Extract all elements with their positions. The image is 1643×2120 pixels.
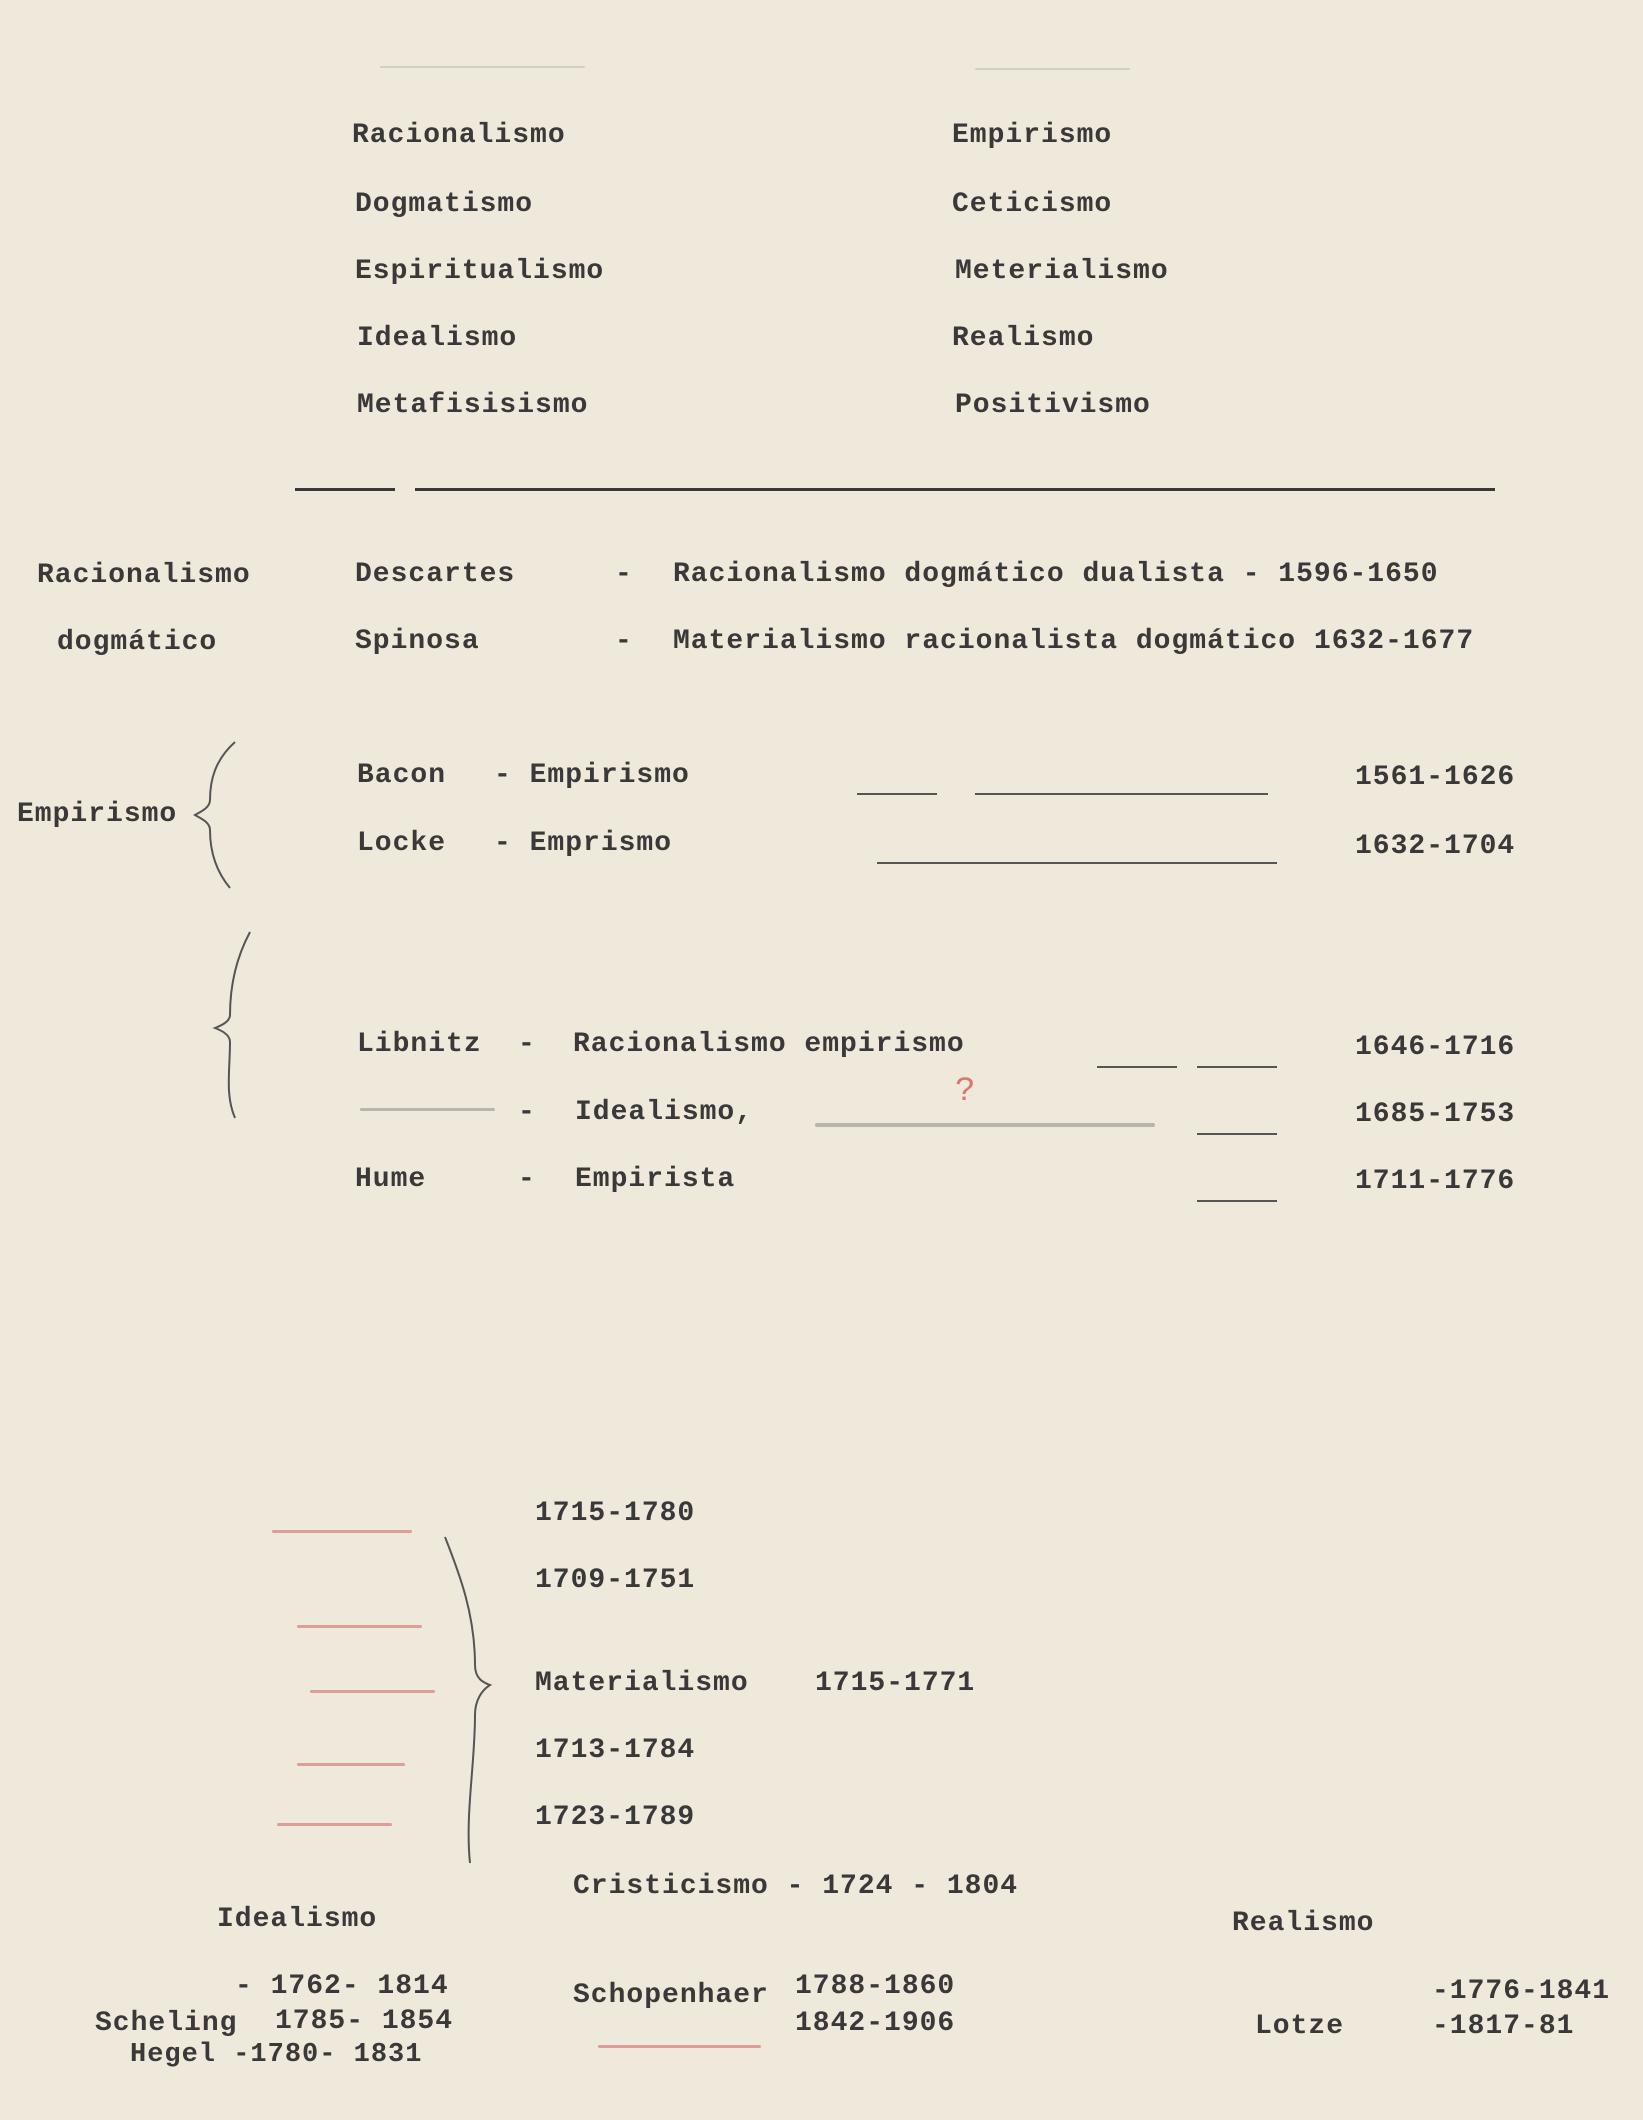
second-dates-idealismo: 1685-1753 bbox=[1355, 1099, 1516, 1130]
second-dash-hume: - bbox=[518, 1164, 536, 1195]
empirismo-brace-icon bbox=[190, 740, 240, 890]
empirismo-name-locke: Locke bbox=[357, 828, 447, 859]
second-line-libnitz-1 bbox=[1097, 1066, 1177, 1068]
materialism-date-1: 1715-1780 bbox=[535, 1498, 696, 1529]
idealismo-line3: Hegel -1780- 1831 bbox=[130, 2040, 423, 2070]
materialism-date-3: 1713-1784 bbox=[535, 1735, 696, 1766]
empirismo-line-locke bbox=[877, 862, 1277, 864]
second-line-hume bbox=[1197, 1200, 1277, 1202]
empirismo-name-bacon: Bacon bbox=[357, 760, 447, 791]
schopenhauer-name: Schopenhaer bbox=[573, 1980, 769, 2011]
second-name-libnitz: Libnitz bbox=[357, 1029, 482, 1060]
schopenhauer-dates2: 1842-1906 bbox=[795, 2008, 956, 2039]
dogmatic-name-descartes: Descartes bbox=[355, 559, 516, 590]
second-line-idealismo bbox=[1197, 1133, 1277, 1135]
pair-right-5: Positivismo bbox=[955, 390, 1151, 421]
red-mark-4 bbox=[297, 1763, 405, 1766]
idealismo-line2-dates: 1785- 1854 bbox=[275, 2006, 454, 2037]
empirismo-line-bacon-1 bbox=[857, 793, 937, 795]
red-mark-2 bbox=[297, 1625, 422, 1628]
pair-left-1: Racionalismo bbox=[352, 120, 566, 151]
empirismo-label: Empirismo bbox=[17, 799, 178, 830]
pair-left-5: Metafisisismo bbox=[357, 390, 589, 421]
realismo-heading: Realismo bbox=[1232, 1908, 1375, 1939]
pair-right-1: Empirismo bbox=[952, 120, 1113, 151]
empirismo-desc-bacon: - Empirismo bbox=[494, 760, 690, 791]
red-mark-3 bbox=[310, 1690, 435, 1693]
header-smudge-left bbox=[380, 66, 585, 68]
second-name-hume: Hume bbox=[355, 1164, 427, 1195]
dogmatic-desc-descartes: Racionalismo dogmático dualista - 1596-1650 bbox=[673, 559, 1439, 590]
second-line-libnitz-2 bbox=[1197, 1066, 1277, 1068]
empirismo-desc-locke: - Emprismo bbox=[494, 828, 673, 859]
empirismo-dates-bacon: 1561-1626 bbox=[1355, 762, 1516, 793]
empirismo-dates-locke: 1632-1704 bbox=[1355, 831, 1516, 862]
dogmatic-desc-spinosa: Materialismo racionalista dogmático 1632-1677 bbox=[673, 626, 1475, 657]
red-mark-1 bbox=[272, 1530, 412, 1533]
realismo-name: Lotze bbox=[1255, 2011, 1345, 2042]
schopenhauer-dates1: 1788-1860 bbox=[795, 1971, 956, 2002]
second-dates-hume: 1711-1776 bbox=[1355, 1166, 1516, 1197]
second-erased-desc-mark bbox=[815, 1123, 1155, 1127]
second-desc-idealismo: Idealismo, bbox=[575, 1097, 754, 1128]
idealismo-line1: - 1762- 1814 bbox=[235, 1971, 449, 2002]
dogmatic-label-line1: Racionalismo bbox=[37, 560, 251, 591]
idealismo-line2-name: Scheling bbox=[95, 2008, 238, 2039]
dogmatic-name-spinosa: Spinosa bbox=[355, 626, 480, 657]
materialism-brace-icon bbox=[440, 1535, 500, 1865]
header-smudge-right bbox=[975, 68, 1130, 70]
red-mark-5 bbox=[277, 1823, 392, 1826]
second-desc-libnitz: Racionalismo empirismo bbox=[573, 1029, 965, 1060]
red-mark-6 bbox=[598, 2045, 761, 2048]
second-dates-libnitz: 1646-1716 bbox=[1355, 1032, 1516, 1063]
second-erased-name-mark bbox=[360, 1108, 495, 1111]
pair-left-4: Idealismo bbox=[357, 323, 518, 354]
dogmatic-label-line2: dogmático bbox=[57, 627, 218, 658]
separator-rule-short bbox=[295, 488, 395, 491]
pair-right-2: Ceticismo bbox=[952, 189, 1113, 220]
second-query-mark: ? bbox=[955, 1073, 977, 1111]
second-group-brace-icon bbox=[205, 930, 255, 1120]
materialism-center-dates: 1715-1771 bbox=[815, 1668, 976, 1699]
pair-left-3: Espiritualismo bbox=[355, 256, 605, 287]
second-desc-hume: Empirista bbox=[575, 1164, 736, 1195]
realismo-dates2: -1817-81 bbox=[1432, 2011, 1575, 2042]
second-dash-idealismo: - bbox=[518, 1097, 536, 1128]
pair-right-4: Realismo bbox=[952, 323, 1095, 354]
dogmatic-dash-spinosa: - bbox=[615, 626, 633, 657]
materialism-date-4: 1723-1789 bbox=[535, 1802, 696, 1833]
empirismo-line-bacon-2 bbox=[975, 793, 1268, 795]
idealismo-heading: Idealismo bbox=[217, 1904, 378, 1935]
dogmatic-dash-descartes: - bbox=[615, 559, 633, 590]
pair-right-3: Meterialismo bbox=[955, 256, 1169, 287]
separator-rule-long bbox=[415, 488, 1495, 491]
materialism-center-label: Materialismo bbox=[535, 1668, 749, 1699]
pair-left-2: Dogmatismo bbox=[355, 189, 534, 220]
criticismo-line: Cristicismo - 1724 - 1804 bbox=[573, 1871, 1019, 1902]
second-dash-libnitz: - bbox=[518, 1029, 536, 1060]
realismo-dates1: -1776-1841 bbox=[1432, 1976, 1611, 2007]
materialism-date-2: 1709-1751 bbox=[535, 1565, 696, 1596]
